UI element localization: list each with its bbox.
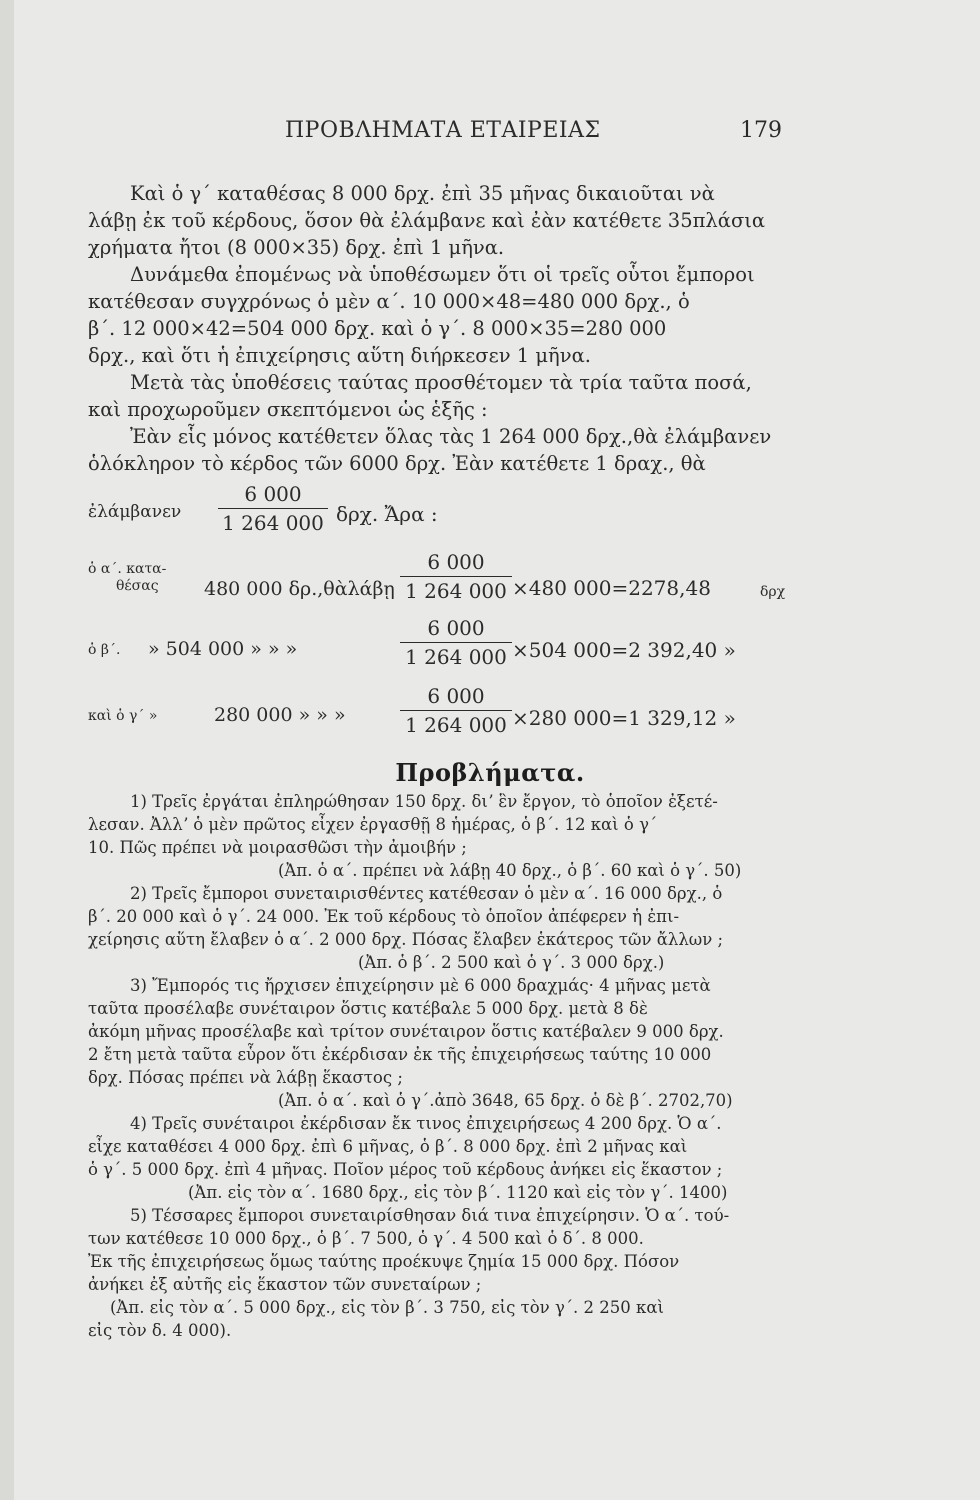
- unit-share-fraction: [218, 482, 328, 535]
- problem-line: 1) Τρεῖς ἐργάται ἐπληρώθησαν 150 δρχ. διʼ ἓν ἔργον, τὸ ὁποῖον ἐξετέ-: [130, 792, 718, 811]
- problem-line: 2) Τρεῖς ἔμποροι συνεταιρισθέντες κατέθεσαν ὁ μὲν α΄. 16 000 δρχ., ὁ: [130, 884, 723, 903]
- unit-share-label: ἐλάμβανεν: [88, 502, 182, 522]
- text-line: καὶ προχωροῦμεν σκεπτόμενοι ὡς ἑξῆς :: [88, 398, 488, 421]
- text-line: λάβῃ ἐκ τοῦ κέρδους, ὅσον θὰ ἐλάμβανε καὶ ἐὰν κατέθετε 35πλάσια: [88, 209, 766, 232]
- calc-row-b: [88, 616, 798, 686]
- calc-row-a: [88, 548, 798, 618]
- problem-line: β΄. 20 000 καὶ ὁ γ΄. 24 000. Ἐκ τοῦ κέρδους τὸ ὁποῖον ἀπέφερεν ἡ ἐπι-: [88, 907, 680, 926]
- unit-share-suffix: δρχ. Ἄρα :: [336, 502, 438, 526]
- calc-unit: δρχ: [760, 584, 786, 600]
- text-line: β΄. 12 000×42=504 000 δρχ. καὶ ὁ γ΄. 8 000×35=280 000: [88, 317, 667, 340]
- answer-line: (Ἀπ. ὁ α΄. πρέπει νὰ λάβῃ 40 δρχ., ὁ β΄. 60 καὶ ὁ γ΄. 50): [278, 861, 742, 880]
- calc-label: ὁ β΄.: [88, 642, 121, 658]
- problem-line: δρχ. Πόσας πρέπει νὰ λάβῃ ἕκαστος ;: [88, 1068, 403, 1087]
- calc-label-2: θέσας: [116, 578, 159, 594]
- text-line: ὁλόκληρον τὸ κέρδος τῶν 6000 δρχ. Ἐὰν κατέθετε 1 δραχ., θὰ: [88, 452, 706, 475]
- calc-result: ×280 000=1 329,12 »: [512, 706, 736, 730]
- page-edge: [0, 0, 14, 1500]
- calc-amount: 480 000 δρ.,θὰλάβῃ: [204, 578, 395, 600]
- intro-text: [88, 180, 788, 477]
- calc-label: καὶ ὁ γ΄ »: [88, 708, 158, 724]
- problem-line: 2 ἔτη μετὰ ταῦτα εὗρον ὅτι ἐκέρδισαν ἐκ τῆς ἐπιχειρήσεως ταύτης 10 000: [88, 1045, 712, 1064]
- problem-line: εἶχε καταθέσει 4 000 δρχ. ἐπὶ 6 μῆνας, ὁ β΄. 8 000 δρχ. ἐπὶ 2 μῆνας καὶ: [88, 1137, 688, 1156]
- fraction-denominator: 1 264 000: [222, 511, 324, 535]
- calc-amount: » 504 000 » » »: [148, 638, 298, 660]
- text-line: δρχ., καὶ ὅτι ἡ ἐπιχείρησις αὕτη διήρκεσεν 1 μῆνα.: [88, 344, 591, 367]
- page-header: [0, 118, 980, 158]
- calc-result: ×480 000=2278,48: [512, 576, 711, 600]
- problem-line: 5) Τέσσαρες ἔμποροι συνεταιρίσθησαν διά τινα ἐπιχείρησιν. Ὁ α΄. τού-: [130, 1206, 730, 1225]
- fraction-denominator: 1 264 000: [405, 713, 507, 737]
- problem-line: χείρησις αὕτη ἔλαβεν ὁ α΄. 2 000 δρχ. Πόσας ἔλαβεν ἑκάτερος τῶν ἄλλων ;: [88, 930, 724, 949]
- problem-line: Ἐκ τῆς ἐπιχειρήσεως ὅμως ταύτης προέκυψε ζημία 15 000 δρχ. Πόσον: [88, 1252, 680, 1271]
- problems-list: [88, 790, 808, 1342]
- fraction-numerator: 6 000: [400, 684, 512, 711]
- fraction-denominator: 1 264 000: [405, 645, 507, 669]
- answer-line: (Ἀπ. εἰς τὸν α΄. 1680 δρχ., εἰς τὸν β΄. 1120 καὶ εἰς τὸν γ΄. 1400): [188, 1183, 728, 1202]
- problem-line: 10. Πῶς πρέπει νὰ μοιρασθῶσι τὴν ἀμοιβήν ;: [88, 838, 467, 857]
- fraction-numerator: 6 000: [400, 616, 512, 643]
- problem-line: 4) Τρεῖς συνέταιροι ἐκέρδισαν ἔκ τινος ἐπιχειρήσεως 4 200 δρχ. Ὁ α΄.: [130, 1114, 722, 1133]
- problem-line: ὁ γ΄. 5 000 δρχ. ἐπὶ 4 μῆνας. Ποῖον μέρος τοῦ κέρδους ἀνήκει εἰς ἕκαστον ;: [88, 1160, 723, 1179]
- fraction-denominator: 1 264 000: [405, 579, 507, 603]
- text-line: Μετὰ τὰς ὑποθέσεις ταύτας προσθέτομεν τὰ τρία ταῦτα ποσά,: [130, 371, 752, 394]
- text-line: κατέθεσαν συγχρόνως ὁ μὲν α΄. 10 000×48=480 000 δρχ., ὁ: [88, 290, 690, 313]
- page-number: 179: [740, 118, 782, 143]
- answer-line: (Ἀπ. εἰς τὸν α΄. 5 000 δρχ., εἰς τὸν β΄. 3 750, εἰς τὸν γ΄. 2 250 καὶ: [110, 1298, 664, 1317]
- calc-row-c: [88, 684, 798, 754]
- fraction-numerator: 6 000: [400, 550, 512, 577]
- calc-amount: 280 000 » » »: [214, 704, 346, 726]
- text-line: Ἐὰν εἷς μόνος κατέθετεν ὅλας τὰς 1 264 000 δρχ.,θὰ ἐλάμβανεν: [130, 425, 772, 448]
- text-line: Καὶ ὁ γ΄ καταθέσας 8 000 δρχ. ἐπὶ 35 μῆνας δικαιοῦται νὰ: [130, 182, 715, 205]
- calc-label: ὁ α΄. κατα-: [88, 561, 167, 577]
- answer-line: (Ἀπ. ὁ α΄. καὶ ὁ γ΄.ἀπὸ 3648, 65 δρχ. ὁ δὲ β΄. 2702,70): [278, 1091, 733, 1110]
- problem-line: λεσαν. Ἀλλʼ ὁ μὲν πρῶτος εἶχεν ἐργασθῇ 8 ἡμέρας, ὁ β΄. 12 καὶ ὁ γ΄: [88, 815, 658, 834]
- calc-fraction: [400, 616, 512, 669]
- problem-line: ἀκόμη μῆνας προσέλαβε καὶ τρίτον συνέταιρον ὅστις κατέβαλεν 9 000 δρχ.: [88, 1022, 724, 1041]
- calc-fraction: [400, 550, 512, 603]
- text-line: χρήματα ἤτοι (8 000×35) δρχ. ἐπὶ 1 μῆνα.: [88, 236, 505, 259]
- problem-line: 3) Ἔμπορός τις ἤρχισεν ἐπιχείρησιν μὲ 6 000 δραχμάς· 4 μῆνας μετὰ: [130, 976, 711, 995]
- text-line: Δυνάμεθα ἐπομένως νὰ ὑποθέσωμεν ὅτι οἱ τρεῖς οὗτοι ἔμποροι: [130, 263, 755, 286]
- running-title: ΠΡΟΒΛΗΜΑΤΑ ΕΤΑΙΡΕΙΑΣ: [285, 118, 601, 143]
- problem-line: ἀνήκει ἐξ αὐτῆς εἰς ἕκαστον τῶν συνεταίρων ;: [88, 1275, 482, 1294]
- answer-line: εἰς τὸν δ. 4 000).: [88, 1321, 232, 1340]
- fraction-numerator: 6 000: [218, 482, 328, 509]
- problem-line: των κατέθεσε 10 000 δρχ., ὁ β΄. 7 500, ὁ γ΄. 4 500 καὶ ὁ δ΄. 8 000.: [88, 1229, 644, 1248]
- unit-share-line: [88, 480, 798, 550]
- problems-heading: Προβλήματα.: [395, 758, 585, 787]
- calc-result: ×504 000=2 392,40 »: [512, 638, 736, 662]
- answer-line: (Ἀπ. ὁ β΄. 2 500 καὶ ὁ γ΄. 3 000 δρχ.): [358, 953, 665, 972]
- problem-line: ταῦτα προσέλαβε συνέταιρον ὅστις κατέβαλε 5 000 δρχ. μετὰ 8 δὲ: [88, 999, 648, 1018]
- calc-fraction: [400, 684, 512, 737]
